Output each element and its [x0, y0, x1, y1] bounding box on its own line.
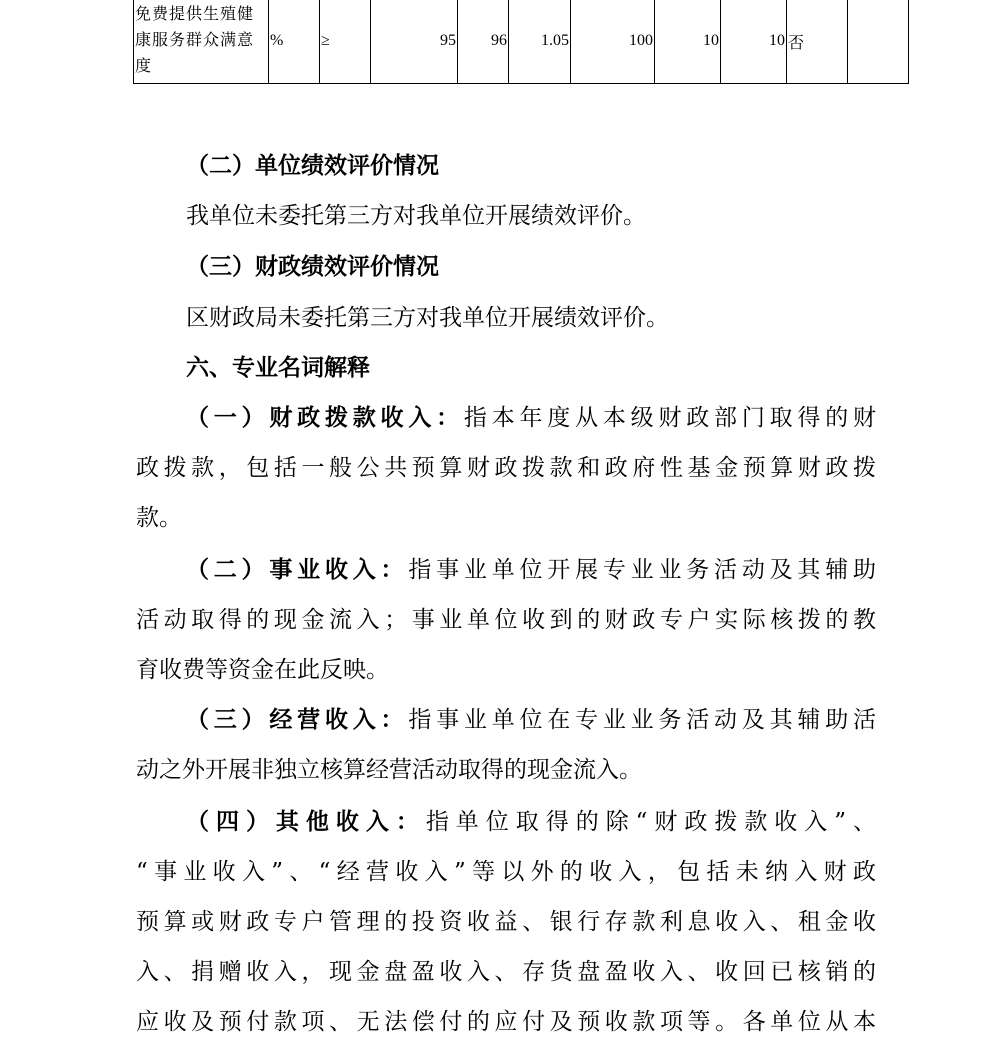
term-line: 入、捐赠收入，现金盘盈收入、存货盘盈收入、收回已核销的: [136, 959, 876, 985]
term-line: 预算或财政专户管理的投资收益、银行存款利息收入、租金收: [136, 909, 876, 935]
indicator-cell: 免费提供生殖健康服务群众满意度: [134, 0, 269, 84]
actual-cell: 96: [458, 0, 509, 84]
operator-cell: ≥: [320, 0, 371, 84]
section-heading: （二）单位绩效评价情况: [186, 152, 439, 179]
term-line: 应收及预付款项、无法偿付的应付及预收款项等。各单位从本: [136, 1009, 876, 1035]
term-line: （二）事业收入：指事业单位开展专业业务活动及其辅助: [186, 556, 877, 583]
term-line: “事业收入”、“经营收入”等以外的收入，包括未纳入财政: [136, 859, 876, 885]
ratio-cell: 1.05: [509, 0, 571, 84]
term-line: 政拨款，包括一般公共预算财政拨款和政府性基金预算财政拨: [136, 455, 876, 481]
note-cell: [848, 0, 909, 84]
section-heading: （三）财政绩效评价情况: [186, 253, 439, 280]
term-line: 款。: [136, 505, 182, 531]
term-line: （三）经营收入：指事业单位在专业业务活动及其辅助活: [186, 706, 877, 733]
paragraph: 区财政局未委托第三方对我单位开展绩效评价。: [186, 305, 669, 331]
rate-cell: 100: [571, 0, 655, 84]
paragraph: 我单位未委托第三方对我单位开展绩效评价。: [186, 203, 646, 229]
term-line: 活动取得的现金流入；事业单位收到的财政专户实际核拨的教: [136, 607, 876, 633]
target-cell: 95: [371, 0, 458, 84]
term-line: （一）财政拨款收入：指本年度从本级财政部门取得的财: [186, 404, 877, 431]
chapter-heading: 六、专业名词解释: [186, 354, 370, 381]
term-line: 动之外开展非独立核算经营活动取得的现金流入。: [136, 757, 642, 783]
term-line: （四）其他收入：指单位取得的除“财政拨款收入”、: [186, 808, 876, 835]
term-line: 育收费等资金在此反映。: [136, 657, 389, 683]
performance-table: [133, 0, 909, 84]
score-cell: 10: [721, 0, 787, 84]
unit-cell: %: [269, 0, 320, 84]
weight-cell: 10: [655, 0, 721, 84]
flag-cell: 否: [787, 0, 848, 84]
table-row: [134, 0, 909, 84]
